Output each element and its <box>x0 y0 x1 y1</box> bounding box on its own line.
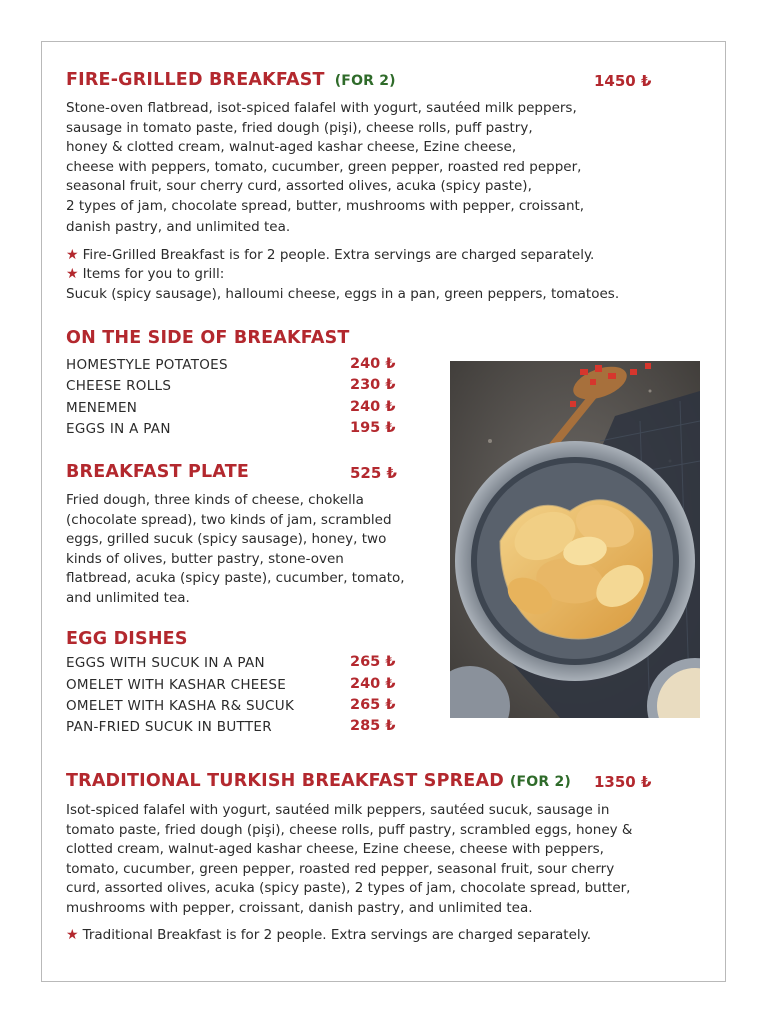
note-text: Fire-Grilled Breakfast is for 2 people. Extra servings are charged separately. <box>82 247 595 263</box>
egg-item-name: OMELET WITH KASHA R& SUCUK <box>66 698 295 714</box>
side-item-price: 240 ₺ <box>350 356 396 372</box>
desc-line: seasonal fruit, sour cherry curd, assorted olives, acuka (spicy paste), <box>66 178 532 194</box>
egg-item-price: 265 ₺ <box>350 697 396 713</box>
desc-line: 2 types of jam, chocolate spread, butter, mushrooms with pepper, croissant, <box>66 197 585 214</box>
traditional-price: 1350 ₺ <box>594 773 652 791</box>
desc-line: tomato, cucumber, green pepper, roasted red pepper, seasonal fruit, sour cherry <box>66 860 615 877</box>
side-item-price: 195 ₺ <box>350 420 396 436</box>
fire-grilled-note-2 <box>66 265 224 284</box>
traditional-serves: (FOR 2) <box>509 774 571 790</box>
plate-price: 525 ₺ <box>350 464 397 482</box>
desc-line: Isot-spiced falafel with yogurt, sautéed milk peppers, sautéed sucuk, sausage in <box>66 802 610 818</box>
plate-title: BREAKFAST PLATE <box>66 462 250 482</box>
egg-title: EGG DISHES <box>66 629 188 649</box>
star-icon: ★ <box>66 266 79 282</box>
desc-line: and unlimited tea. <box>66 589 190 606</box>
egg-item-name: EGGS WITH SUCUK IN A PAN <box>66 655 265 671</box>
desc-line: flatbread, acuka (spicy paste), cucumber, tomato, <box>66 570 405 586</box>
star-icon: ★ <box>66 927 79 943</box>
desc-line: (chocolate spread), two kinds of jam, scrambled <box>66 511 392 528</box>
side-item-price: 240 ₺ <box>350 399 396 415</box>
egg-item-price: 265 ₺ <box>350 654 396 670</box>
traditional-title-text: TRADITIONAL TURKISH BREAKFAST SPREAD <box>66 771 504 791</box>
desc-line: honey & clotted cream, walnut-aged kashar cheese, Ezine cheese, <box>66 139 517 155</box>
fire-grilled-serves: (FOR 2) <box>334 73 396 89</box>
fire-grilled-note-1 <box>66 246 594 265</box>
fire-grilled-grill-items: Sucuk (spicy sausage), halloumi cheese, eggs in a pan, green peppers, tomatoes. <box>66 286 620 302</box>
desc-line: danish pastry, and unlimited tea. <box>66 219 291 235</box>
star-icon: ★ <box>66 247 79 263</box>
side-item-name: MENEMEN <box>66 400 138 416</box>
desc-line: clotted cream, walnut-aged kashar cheese, Ezine cheese, cheese with peppers, <box>66 841 604 857</box>
side-title: ON THE SIDE OF BREAKFAST <box>66 328 350 348</box>
egg-item-name: OMELET WITH KASHAR CHEESE <box>66 677 287 693</box>
fire-grilled-price: 1450 ₺ <box>594 72 652 90</box>
note-text: Items for you to grill: <box>82 266 225 282</box>
traditional-description <box>66 801 632 918</box>
desc-line: cheese with peppers, tomato, cucumber, green pepper, roasted red pepper, <box>66 158 582 175</box>
desc-line: tomato paste, fried dough (pişi), cheese rolls, puff pastry, scrambled eggs, honey & <box>66 821 633 838</box>
traditional-title <box>66 771 571 791</box>
egg-item-name: PAN-FRIED SUCUK IN BUTTER <box>66 719 272 735</box>
desc-line: eggs, grilled sucuk (spicy sausage), honey, two <box>66 531 387 547</box>
fire-grilled-title <box>66 70 396 90</box>
chips-bowl-photo <box>450 361 700 718</box>
desc-line: curd, assorted olives, acuka (spicy paste), 2 types of jam, chocolate spread, butter, <box>66 880 631 896</box>
desc-line: Fried dough, three kinds of cheese, chokella <box>66 492 364 508</box>
desc-line: mushrooms with pepper, croissant, danish pastry, and unlimited tea. <box>66 899 533 916</box>
desc-line: kinds of olives, butter pastry, stone-oven <box>66 550 344 567</box>
egg-item-price: 240 ₺ <box>350 676 396 692</box>
egg-item-price: 285 ₺ <box>350 718 396 734</box>
fire-grilled-title-text: FIRE-GRILLED BREAKFAST <box>66 70 325 90</box>
side-item-name: HOMESTYLE POTATOES <box>66 357 228 373</box>
desc-line: Stone-oven flatbread, isot-spiced falafel with yogurt, sautéed milk peppers, <box>66 100 577 116</box>
note-text: Traditional Breakfast is for 2 people. Extra servings are charged separately. <box>82 927 591 943</box>
side-item-name: EGGS IN A PAN <box>66 421 171 437</box>
side-item-price: 230 ₺ <box>350 377 396 393</box>
traditional-note <box>66 926 591 945</box>
fire-grilled-description <box>66 99 584 238</box>
side-item-name: CHEESE ROLLS <box>66 378 172 394</box>
desc-line: sausage in tomato paste, fried dough (pişi), cheese rolls, puff pastry, <box>66 119 533 136</box>
plate-description <box>66 491 405 608</box>
